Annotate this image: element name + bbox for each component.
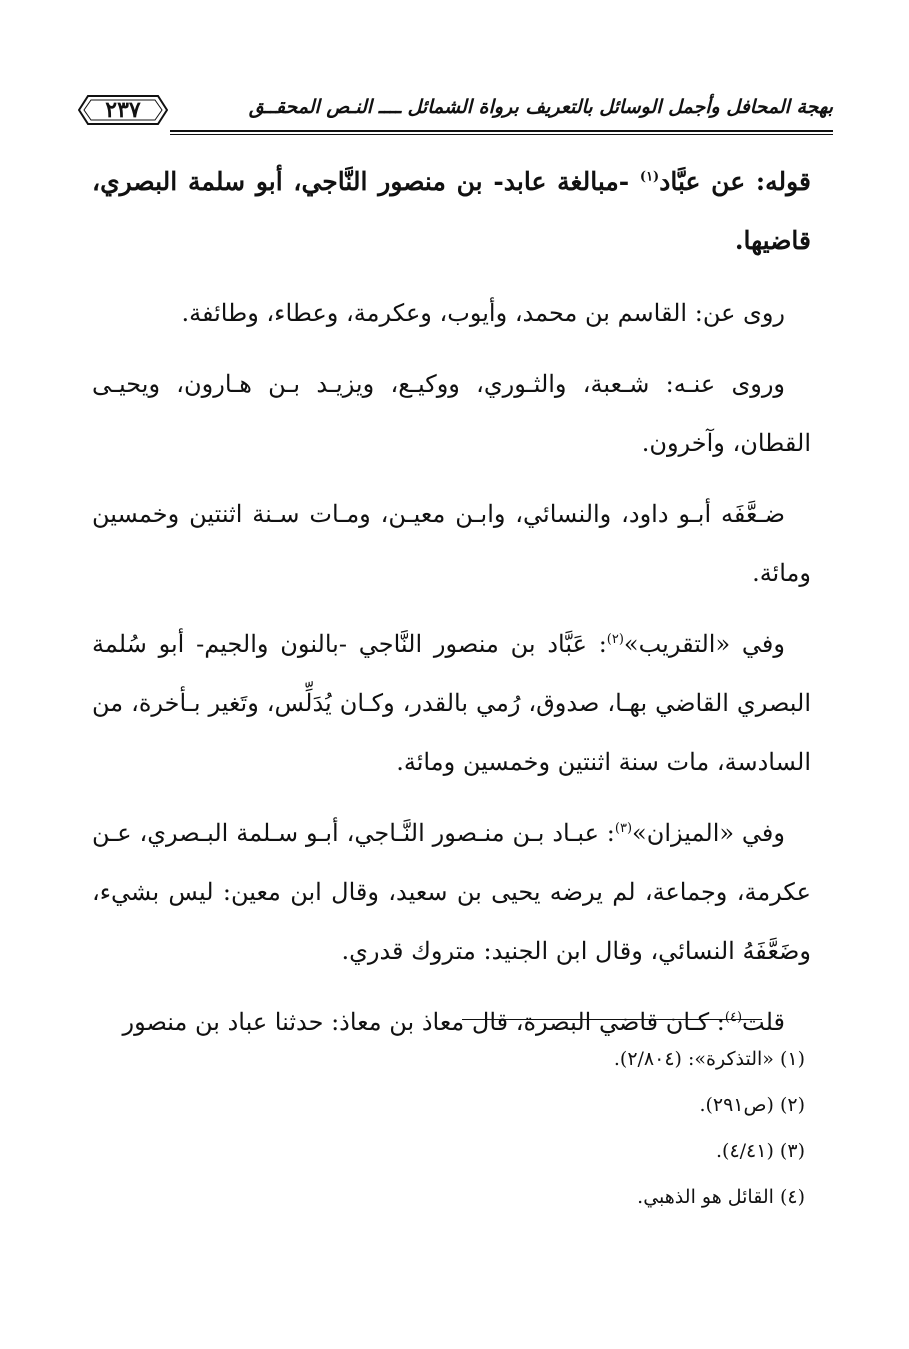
- paragraph: [92, 152, 811, 270]
- footnote-reference: (٢): [606, 632, 624, 647]
- paragraph: [92, 485, 811, 603]
- footnote-separator: [462, 1019, 762, 1020]
- paragraph-text: قوله: عن عبَّاد: [659, 167, 812, 196]
- paragraph-text: : عَبَّاد بن منصور النَّاجي -بالنون والجيم- أبو سُلمة البصري القاضي بهـا، صدوق، رُمي بالقدر، وكـان يُدَلِّس، وتَغير بـأخرة، من السادسة، مات سنة اثنتين وخمسين ومائة.: [92, 630, 811, 776]
- main-text: [92, 152, 811, 1064]
- paragraph-text: وروى عنـه: شـعبة، والثـوري، ووكيـع، ويزيـد بـن هـارون، ويحيـى القطان، وآخرون.: [92, 370, 811, 457]
- page-number-frame: [78, 94, 168, 126]
- footnote-reference: (٣): [614, 821, 633, 836]
- page-number: ٢٣٧: [105, 97, 141, 123]
- footnote-reference: (١): [639, 169, 660, 185]
- paragraph: [92, 284, 811, 343]
- paragraph-text: وفي «الميزان»: [632, 819, 785, 847]
- paragraph: [92, 355, 811, 473]
- book-title: بهجة المحافل وأجمل الوسائل بالتعريف برواة الشمائل ــــ النـص المحقــق: [248, 96, 833, 118]
- footnote: (١) «التذكرة»: (٢/٨٠٤).: [613, 1048, 805, 1070]
- footnote: (٢) (ص٢٩١).: [699, 1094, 805, 1116]
- paragraph: [92, 615, 811, 792]
- paragraph-text: : كـان قاضي البصرة، قال معاذ بن معاذ: حدثنا عباد بن منصور: [122, 1008, 725, 1036]
- paragraph-text: روى عن: القاسم بن محمد، وأيوب، وعكرمة، وعطاء، وطائفة.: [181, 299, 785, 327]
- paragraph-text: قلت: [742, 1008, 785, 1036]
- footnote: (٤) القائل هو الذهبي.: [637, 1186, 805, 1208]
- paragraph-text: -مبالغة عابد- بن منصور النَّاجي، أبو سلمة البصري، قاضيها.: [92, 167, 811, 255]
- footnotes: [305, 1036, 805, 1220]
- paragraph-text: وفي «التقريب»: [623, 630, 785, 658]
- paragraph-text: : عبـاد بـن منـصور النَّـاجي، أبـو سـلمة البـصري، عـن عكرمة، وجماعة، لم يرضه يحيى بن سعيد، وقال ابن معين: ليس بشيء، وضَعَّفَهُ النسائي، وقال ابن الجنيد: متروك قدري.: [92, 819, 811, 965]
- paragraph-text: ضـعَّفَه أبـو داود، والنسائي، وابـن معيـن، ومـات سـنة اثنتين وخمسين ومائة.: [92, 500, 811, 587]
- footnote-reference: (٤): [724, 1010, 743, 1025]
- paragraph: [92, 804, 811, 981]
- header-rule: [170, 130, 833, 135]
- running-header: [78, 90, 833, 136]
- footnote: (٣) (٤/٤١).: [716, 1140, 805, 1162]
